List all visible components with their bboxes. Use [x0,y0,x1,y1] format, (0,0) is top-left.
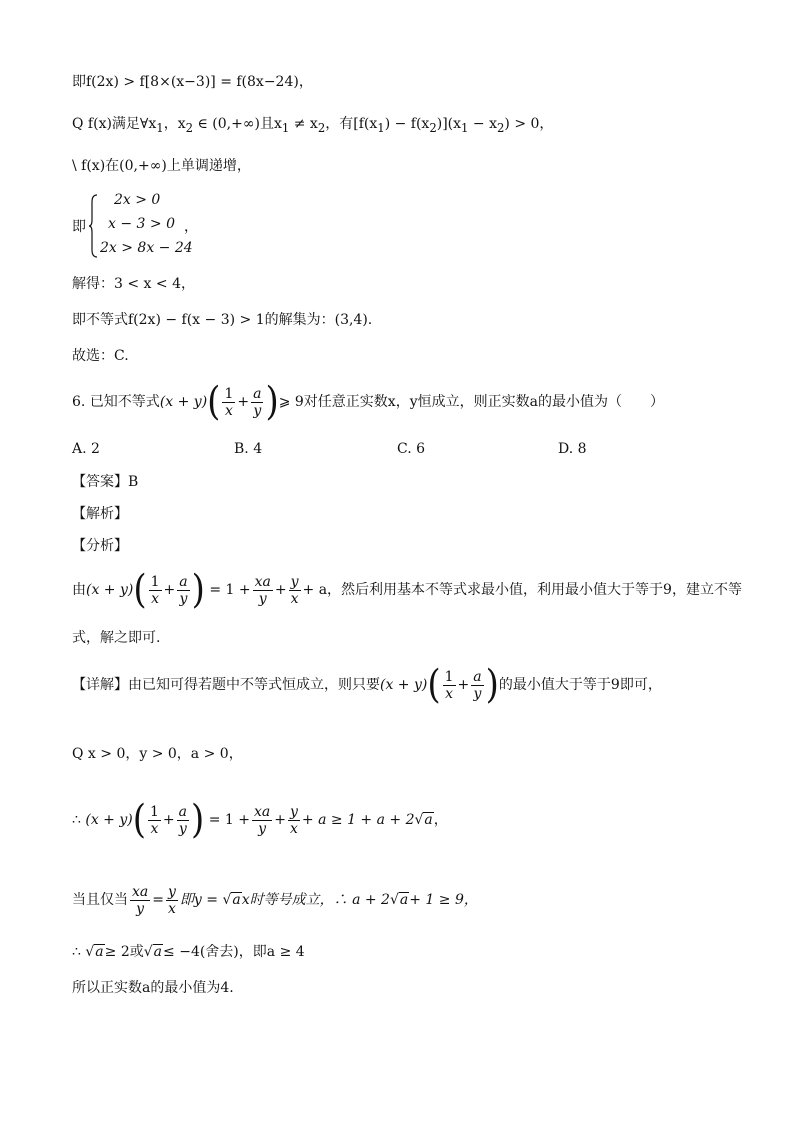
fenxi-you: 由 [72,582,86,598]
detail-text-1: 由已知可得若题中不等式恒成立，则只要 [128,677,380,693]
sub-1c: 1 [377,120,385,135]
question-number: 6. [72,394,86,410]
detail-fraction-a-over-y: $\frac{a}{y}$ [473,668,482,702]
question-6 [72,379,664,425]
fenxi-fraction-1-over-x: $\frac{1}{x}$ [150,573,160,607]
sub-2c: 2 [429,120,437,135]
option-c: C. 6 [397,441,426,457]
sqrt-a: a [232,892,241,908]
answer-line [72,472,138,492]
sqrt-a: a [424,812,433,828]
fenxi-fraction-y-over-x: $\frac{y}{x}$ [290,573,299,607]
question-lead: 已知不等式 [89,394,160,410]
left-paren-icon: ( [427,662,441,708]
detail-inequality-line: ∴ (x + y)( $\frac{1}{x}$ + $\frac{a}{y}$ ) = 1 + $\frac{xa}{y}$ + $\frac{y}{x}$ + a ≥ 1 + a + 2√a， [72,797,448,843]
line2-part-c: ∈ (0,+∞)且x [193,116,282,132]
eq-when-b: 即y = [179,892,218,908]
final-line [72,978,234,998]
system-row-1: 2x > 0 [114,192,161,208]
solve-line [72,274,195,294]
choice-line [72,346,129,366]
option-b: B. 4 [234,441,263,457]
sub-1b: 1 [281,120,290,135]
plus-sign: + [163,582,176,598]
therefore-icon: ∴ [72,944,81,960]
fenxi-tag: 【分析】 [72,538,128,554]
eq-when-c: x时等号成立，∴ a + 2 [241,892,390,908]
right-paren-icon: ) [485,662,499,708]
sub-2b: 2 [317,120,326,135]
eq-fraction-y-over-x: $\frac{y}{x}$ [167,883,176,917]
left-paren-icon: ( [132,797,146,843]
step-line-1-text: 即f(2x) > f[8×(x−3)] = f(8x−24)， [72,74,313,90]
sqrt-a: a [95,944,104,960]
step-line-2 [72,114,553,138]
result-c: ≤ −4(舍去)，即a ≥ 4 [163,944,305,960]
detail-condition-line [72,744,243,764]
step-line-3-text: \ f(x)在(0,+∞)上单调递增， [72,158,251,174]
option-a: A. 2 [72,441,100,457]
eq-when-a: 当且仅当 [72,892,128,908]
detail-lhs: (x + y) [380,677,428,693]
therefore-icon: ∴ [72,812,81,828]
left-paren-icon: ( [207,379,221,425]
solution-set-line [72,310,372,330]
plus-sign: + [274,582,287,598]
line2-part-h: − x [468,116,497,132]
equality-condition-line: 当且仅当 $\frac{xa}{y}$ = $\frac{y}{x}$ 即y = √ax时等号成立，∴ a + 2√a+ 1 ≥ 9， [72,883,478,917]
step-line-1 [72,72,313,92]
system-label: 即 [72,219,86,235]
line2-part-d: ≠ x [289,116,318,132]
sub-2d: 2 [496,120,505,135]
left-brace-icon [88,194,98,258]
ineq-end: ， [433,812,448,828]
detail-line-1 [72,662,662,708]
detail-tag: 【详解】 [72,677,128,693]
option-d: D. 8 [558,441,587,457]
final-text: 所以正实数a的最小值为4. [72,980,234,996]
ineq-fraction-y-over-x: $\frac{y}{x}$ [289,803,298,837]
sqrt-a: a [399,892,409,908]
fenxi-eq: = 1 + [204,582,251,598]
left-paren-icon: ( [133,567,147,613]
system-row-2: x − 3 > 0 [108,216,175,232]
detail-text-2: 的最小值大于等于9即可， [498,677,662,693]
fraction-1-over-x: $\frac{1}{x}$ [224,385,234,419]
step-line-3 [72,156,251,176]
plus-sign: + [237,394,250,410]
ineq-eq: = 1 + [204,812,250,828]
line2-part-g: )](x [436,116,462,132]
ineq-fraction-xa-over-y: $\frac{xa}{y}$ [254,803,271,837]
fenxi-tag-line [72,536,128,556]
detail-fraction-1-over-x: $\frac{1}{x}$ [444,668,454,702]
right-paren-icon: ) [191,567,205,613]
sqrt-a: a [153,944,163,960]
system-row-3: 2x > 8x − 24 [100,240,193,256]
result-line: ∴ √a≥ 2或√a≤ −4(舍去)，即a ≥ 4 [72,944,305,960]
solve-text: 解得：3 < x < 4， [72,276,195,292]
inequality-system [72,190,252,262]
analysis-tag-line [72,504,128,524]
ineq-tail: + a ≥ 1 + a + 2 [301,812,415,828]
answer-value: B [128,474,139,490]
answer-tag: 【答案】 [72,474,128,490]
system-tail: ， [184,219,198,235]
sub-2a: 2 [185,120,194,135]
analysis-tag: 【解析】 [72,506,128,522]
line2-part-e: ，有[f(x [325,116,378,132]
eq-when-d: + 1 ≥ 9， [409,892,478,908]
line2-part-f: ) − f(x [384,116,430,132]
detail-condition: Q x > 0，y > 0，a > 0， [72,746,243,762]
question-rhs: ⩾ 9对任意正实数x，y恒成立，则正实数a的最小值为（ ） [278,394,664,410]
fenxi-fraction-a-over-y: $\frac{a}{y}$ [179,573,188,607]
fenxi-lhs: (x + y) [86,582,134,598]
eq-fraction-xa-over-y: $\frac{xa}{y}$ [132,883,149,917]
question-lhs: (x + y) [159,394,208,410]
plus-sign: + [274,812,286,828]
solution-set-text: 即不等式f(2x) − f(x − 3) > 1的解集为：(3,4). [72,312,373,328]
plus-sign: + [457,677,470,693]
line2-part-b: ，x [163,116,186,132]
fenxi-cont: 式，解之即可. [72,630,161,646]
fenxi-cont-line [72,628,160,648]
right-paren-icon: ) [191,797,205,843]
sub-1d: 1 [461,120,469,135]
fenxi-fraction-xa-over-y: $\frac{xa}{y}$ [254,573,271,607]
detail-ineq-lhs: (x + y) [85,812,133,828]
line2-part-i: ) > 0， [504,116,554,132]
sub-1a: 1 [156,120,164,135]
line2-part-a: Q f(x)满足∀x [72,116,157,132]
fraction-a-over-y: $\frac{a}{y}$ [253,385,262,419]
right-paren-icon: ) [265,379,279,425]
ineq-fraction-a-over-y: $\frac{a}{y}$ [178,803,188,837]
fenxi-formula-line [72,567,742,613]
plus-sign: + [162,812,175,828]
choice-text: 故选：C. [72,348,129,364]
fenxi-tail: + a，然后利用基本不等式求最小值，利用最小值大于等于9，建立不等 [302,582,742,598]
ineq-fraction-1-over-x: $\frac{1}{x}$ [150,803,159,837]
result-b: ≥ 2或 [104,944,144,960]
